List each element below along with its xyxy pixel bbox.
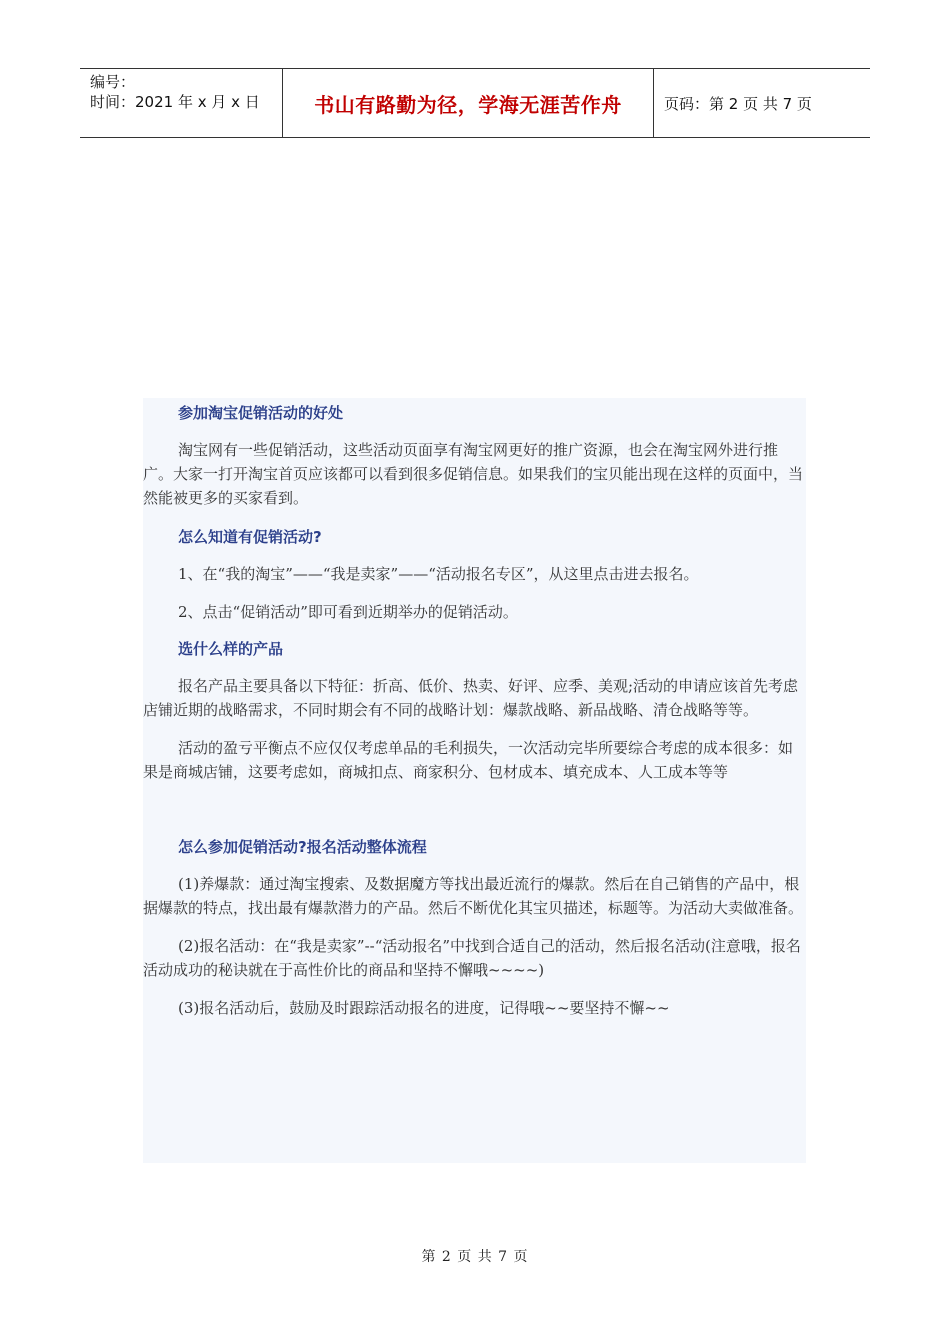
paragraph: 2、点击“促销活动”即可看到近期举办的促销活动。 bbox=[178, 603, 518, 621]
paragraph: (2)报名活动：在“我是卖家”--“活动报名”中找到合适自己的活动，然后报名活动(注意哦，报名活动成功的秘诀就在于高性价比的商品和坚持不懈哦~~~~) bbox=[143, 937, 801, 979]
paragraph: (1)养爆款：通过淘宝搜索、及数据魔方等找出最近流行的爆款。然后在自己销售的产品中，根据爆款的特点，找出最有爆款潜力的产品。然后不断优化其宝贝描述，标题等。为活动大卖做准备。 bbox=[143, 875, 804, 917]
paragraph: 报名产品主要具备以下特征：折高、低价、热卖、好评、应季、美观;活动的申请应该首先考虑店铺近期的战略需求，不同时期会有不同的战略计划：爆款战略、新品战略、清仓战略等等。 bbox=[143, 677, 799, 719]
section-heading-how-to-know: 怎么知道有促销活动? bbox=[178, 528, 322, 546]
paragraph: 活动的盈亏平衡点不应仅仅考虑单品的毛利损失，一次活动完毕所要综合考虑的成本很多：如果是商城店铺，这要考虑如，商城扣点、商家积分、包材成本、填充成本、人工成本等等 bbox=[143, 739, 794, 781]
header-table bbox=[80, 68, 870, 138]
document-number-label: 编号： bbox=[90, 73, 136, 91]
header-meta bbox=[80, 69, 282, 137]
section-heading-benefits: 参加淘宝促销活动的好处 bbox=[178, 404, 344, 422]
paragraph: 1、在“我的淘宝”——“我是卖家”——“活动报名专区”，从这里点击进去报名。 bbox=[178, 565, 699, 583]
page-footer: 第 2 页 共 7 页 bbox=[421, 1249, 529, 1265]
header-page-label: 页码：第 2 页 共 7 页 bbox=[664, 94, 812, 113]
section-heading-process: 怎么参加促销活动?报名活动整体流程 bbox=[178, 838, 427, 856]
paragraph: (3)报名活动后，鼓励及时跟踪活动报名的进度，记得哦~~要坚持不懈~~ bbox=[178, 999, 670, 1017]
document-date-label: 时间：2021 年 x 月 x 日 bbox=[90, 93, 260, 111]
section-heading-product-choice: 选什么样的产品 bbox=[178, 640, 284, 658]
header-motto: 书山有路勤为径，学海无涯苦作舟 bbox=[282, 69, 654, 137]
paragraph: 淘宝网有一些促销活动，这些活动页面享有淘宝网更好的推广资源，也会在淘宝网外进行推广。大家一打开淘宝首页应该都可以看到很多促销信息。如果我们的宝贝能出现在这样的页面中，当然能被更多的买家看到。 bbox=[143, 441, 804, 507]
article-content bbox=[143, 398, 806, 1163]
